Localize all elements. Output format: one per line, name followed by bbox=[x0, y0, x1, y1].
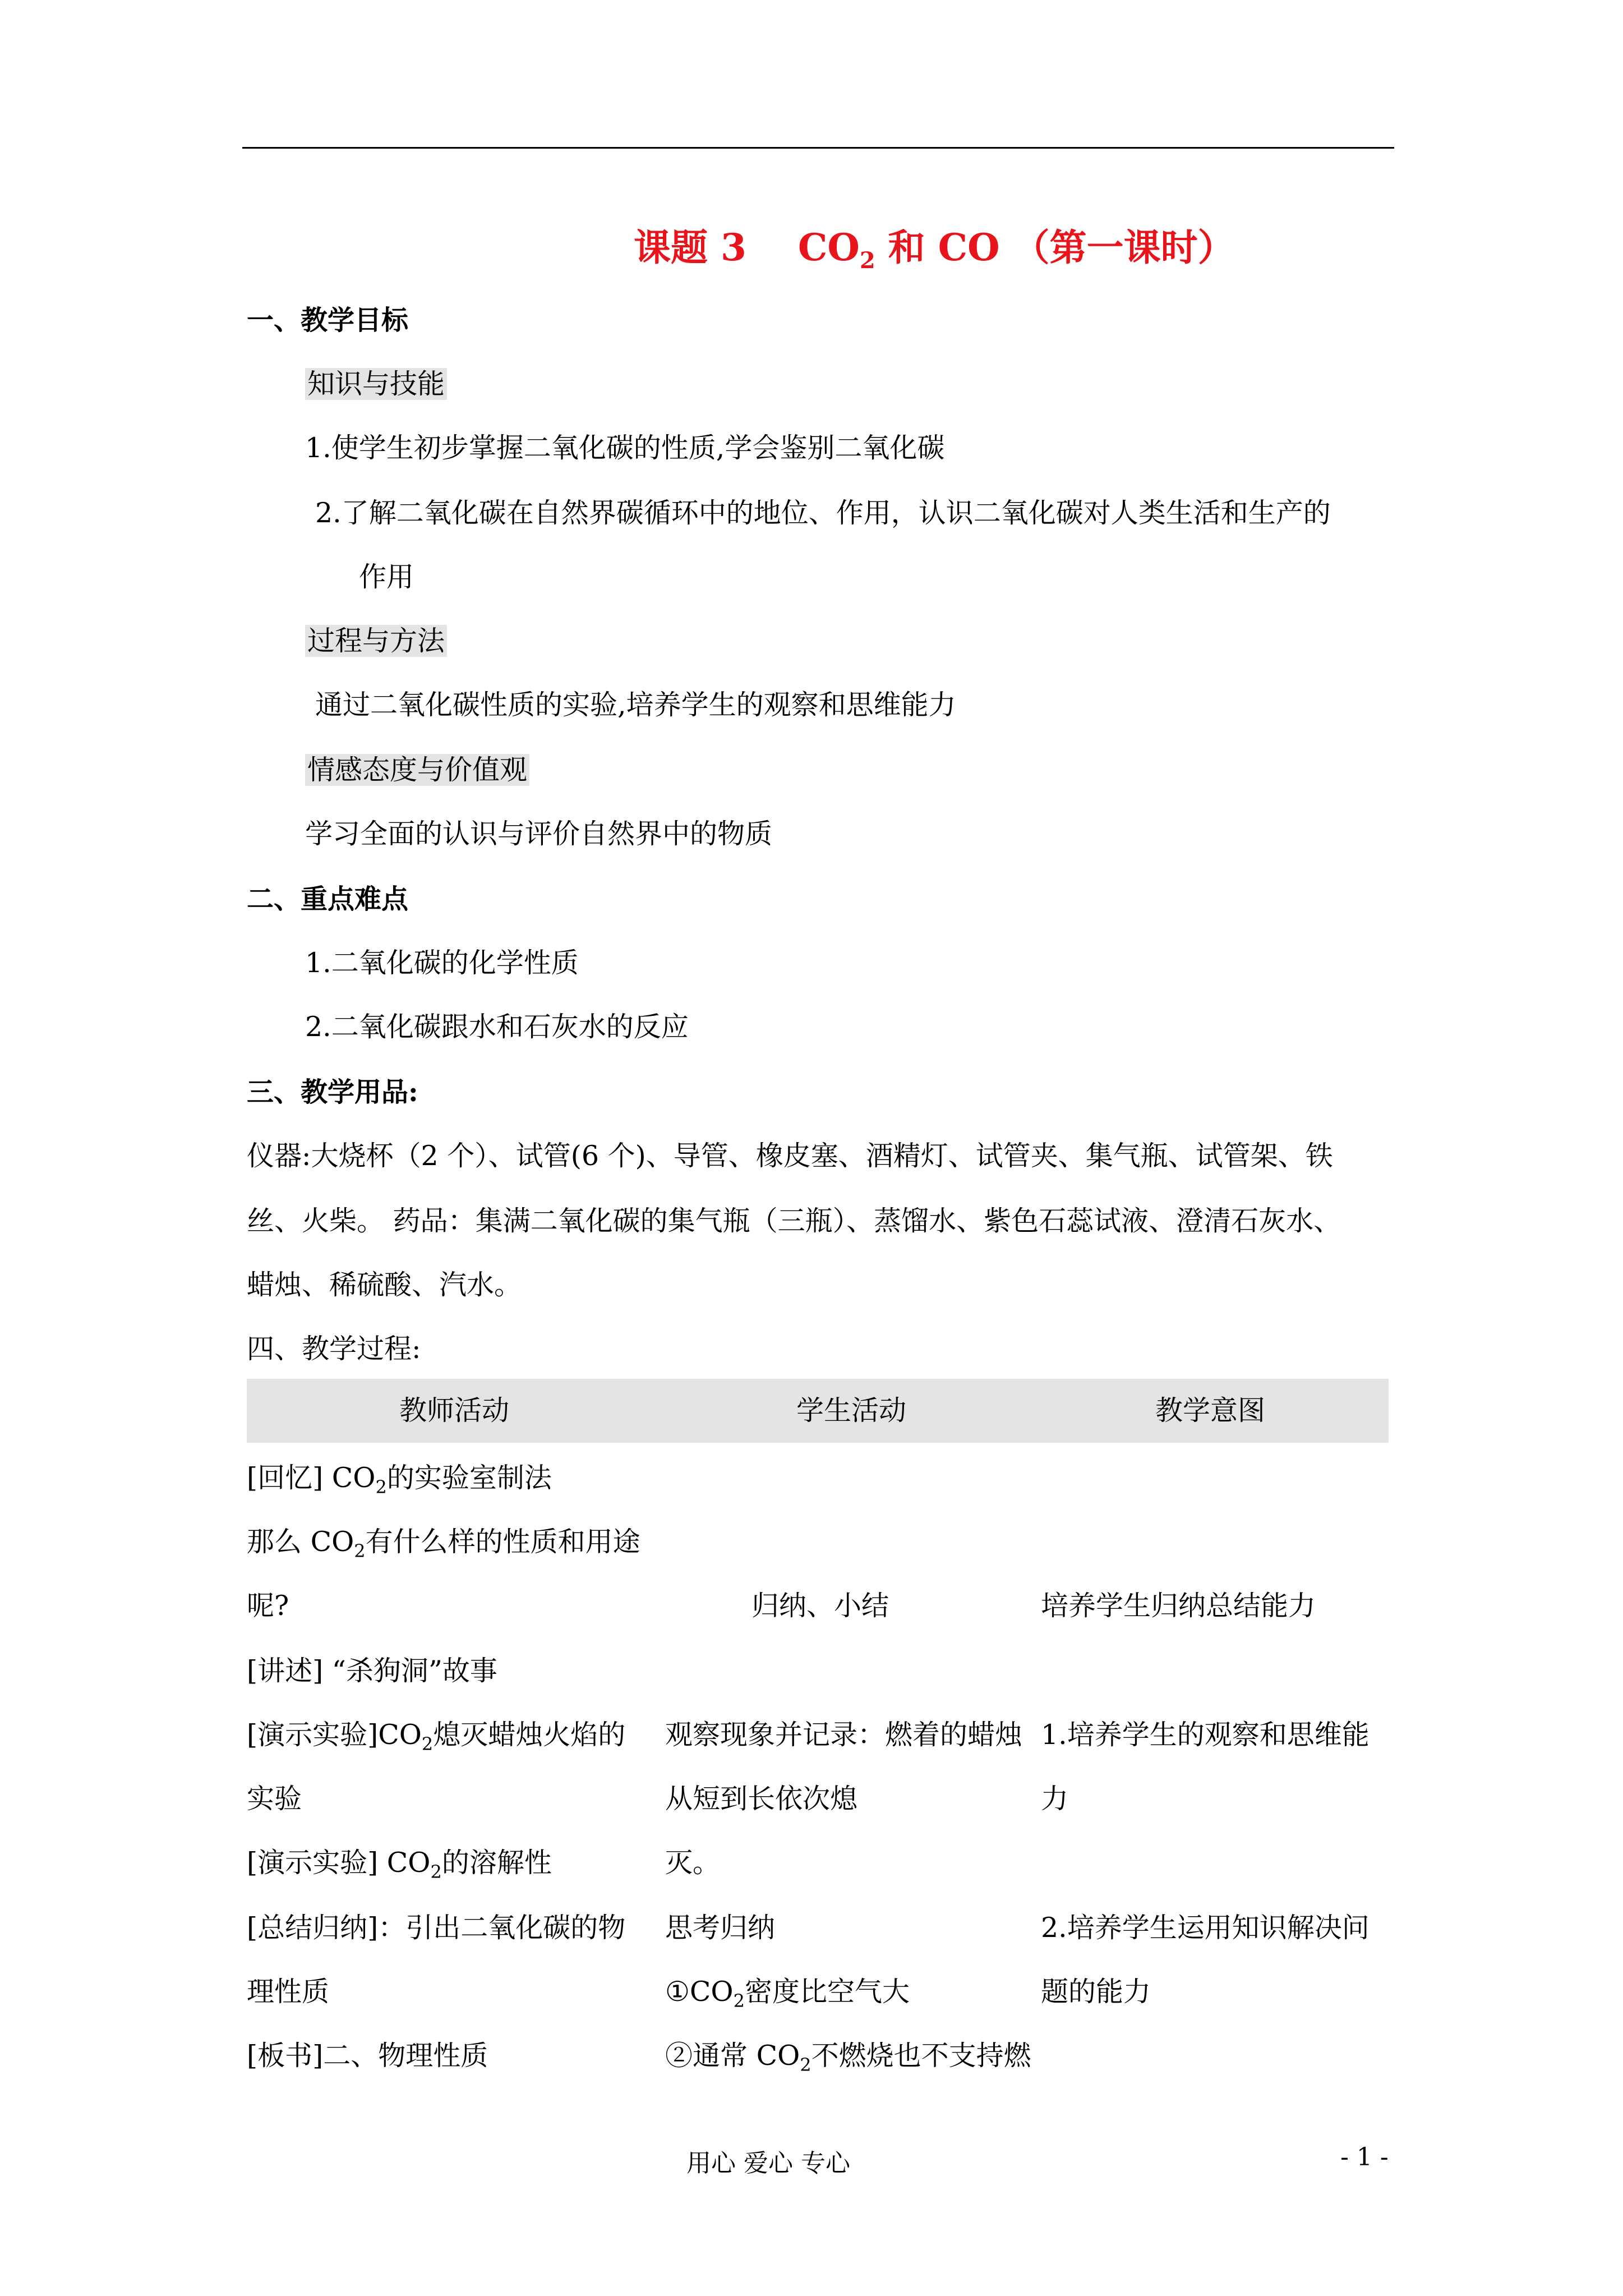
footer-motto: 用心 爱心 专心 bbox=[686, 2149, 850, 2178]
materials-line-3: 蜡烛、稀硫酸、汽水。 bbox=[247, 1269, 522, 1301]
subheading-process: 过程与方法 bbox=[305, 625, 447, 657]
teacher-row-3: 呢? bbox=[247, 1590, 289, 1622]
header-rule bbox=[242, 147, 1394, 149]
section-heading-2: 二、重点难点 bbox=[247, 884, 409, 915]
title-prefix: 课题 3 bbox=[634, 226, 746, 269]
student-row-9: $①CO_2$密度比空气大 bbox=[665, 1976, 910, 2012]
section-heading-1: 一、教学目标 bbox=[247, 305, 409, 336]
intent-row-3: 培养学生归纳总结能力 bbox=[1041, 1590, 1316, 1622]
header-student: 学生活动 bbox=[796, 1395, 907, 1427]
teacher-row-2: 那么 $CO_2$有什么样的性质和用途 bbox=[247, 1526, 640, 1562]
key-point-1: 1.二氧化碳的化学性质 bbox=[305, 947, 579, 979]
materials-line-1: 仪器:大烧杯（2 个）、试管(6 个)、导管、橡皮塞、酒精灯、试管夹、集气瓶、试管架、铁 bbox=[247, 1140, 1333, 1172]
intent-row-9: 题的能力 bbox=[1041, 1976, 1151, 2008]
teacher-row-7: [演示实验] $CO_2$的溶解性 bbox=[247, 1847, 552, 1883]
title-rest: 和 CO （第一课时） bbox=[875, 226, 1235, 269]
title-sub: 2 bbox=[859, 247, 875, 274]
teacher-row-5: [演示实验]$CO_2$熄灭蜡烛火焰的 bbox=[247, 1719, 626, 1755]
student-row-6: 从短到长依次熄 bbox=[665, 1783, 858, 1815]
goal-item-1: 1.使学生初步掌握二氧化碳的性质,学会鉴别二氧化碳 bbox=[305, 432, 945, 464]
teacher-row-10: [板书]二、物理性质 bbox=[247, 2040, 488, 2072]
student-row-3: 归纳、小结 bbox=[751, 1590, 889, 1622]
teacher-row-9: 理性质 bbox=[247, 1976, 330, 2008]
student-row-7: 灭。 bbox=[665, 1847, 721, 1879]
intent-row-6: 力 bbox=[1041, 1783, 1069, 1815]
intent-row-8: 2.培养学生运用知识解决问 bbox=[1041, 1912, 1370, 1944]
key-point-2: 2.二氧化碳跟水和石灰水的反应 bbox=[305, 1011, 689, 1043]
student-row-10: ②通常 $CO_2$不燃烧也不支持燃 bbox=[665, 2040, 1031, 2076]
section-heading-4: 四、教学过程: bbox=[247, 1333, 421, 1365]
goal-item-2-cont: 作用 bbox=[359, 561, 414, 593]
page-number: - 1 - bbox=[1340, 2143, 1389, 2171]
teacher-row-1: [回忆] $CO_2$的实验室制法 bbox=[247, 1462, 552, 1498]
teacher-row-6: 实验 bbox=[247, 1783, 302, 1815]
subheading-knowledge: 知识与技能 bbox=[305, 368, 447, 400]
subheading-emotion: 情感态度与价值观 bbox=[305, 754, 529, 786]
process-item: 通过二氧化碳性质的实验,培养学生的观察和思维能力 bbox=[315, 689, 956, 721]
student-row-5: 观察现象并记录：燃着的蜡烛 bbox=[665, 1719, 1023, 1751]
page-title bbox=[634, 218, 1235, 274]
student-row-8: 思考归纳 bbox=[665, 1912, 776, 1944]
emotion-item: 学习全面的认识与评价自然界中的物质 bbox=[305, 818, 773, 850]
goal-item-2: 2.了解二氧化碳在自然界碳循环中的地位、作用，认识二氧化碳对人类生活和生产的 bbox=[315, 497, 1331, 529]
title-co2: CO bbox=[797, 226, 860, 269]
section-heading-3: 三、教学用品: bbox=[247, 1076, 418, 1108]
table-header bbox=[247, 1379, 1389, 1443]
header-intent: 教学意图 bbox=[1155, 1395, 1266, 1427]
intent-row-5: 1.培养学生的观察和思维能 bbox=[1041, 1719, 1370, 1751]
materials-line-2: 丝、火柴。 药品：集满二氧化碳的集气瓶（三瓶）、蒸馏水、紫色石蕊试液、澄清石灰水、 bbox=[247, 1205, 1341, 1237]
teacher-row-4: [讲述] “杀狗洞”故事 bbox=[247, 1655, 497, 1687]
header-teacher: 教师活动 bbox=[399, 1395, 510, 1427]
teacher-row-8: [总结归纳]：引出二氧化碳的物 bbox=[247, 1912, 626, 1944]
